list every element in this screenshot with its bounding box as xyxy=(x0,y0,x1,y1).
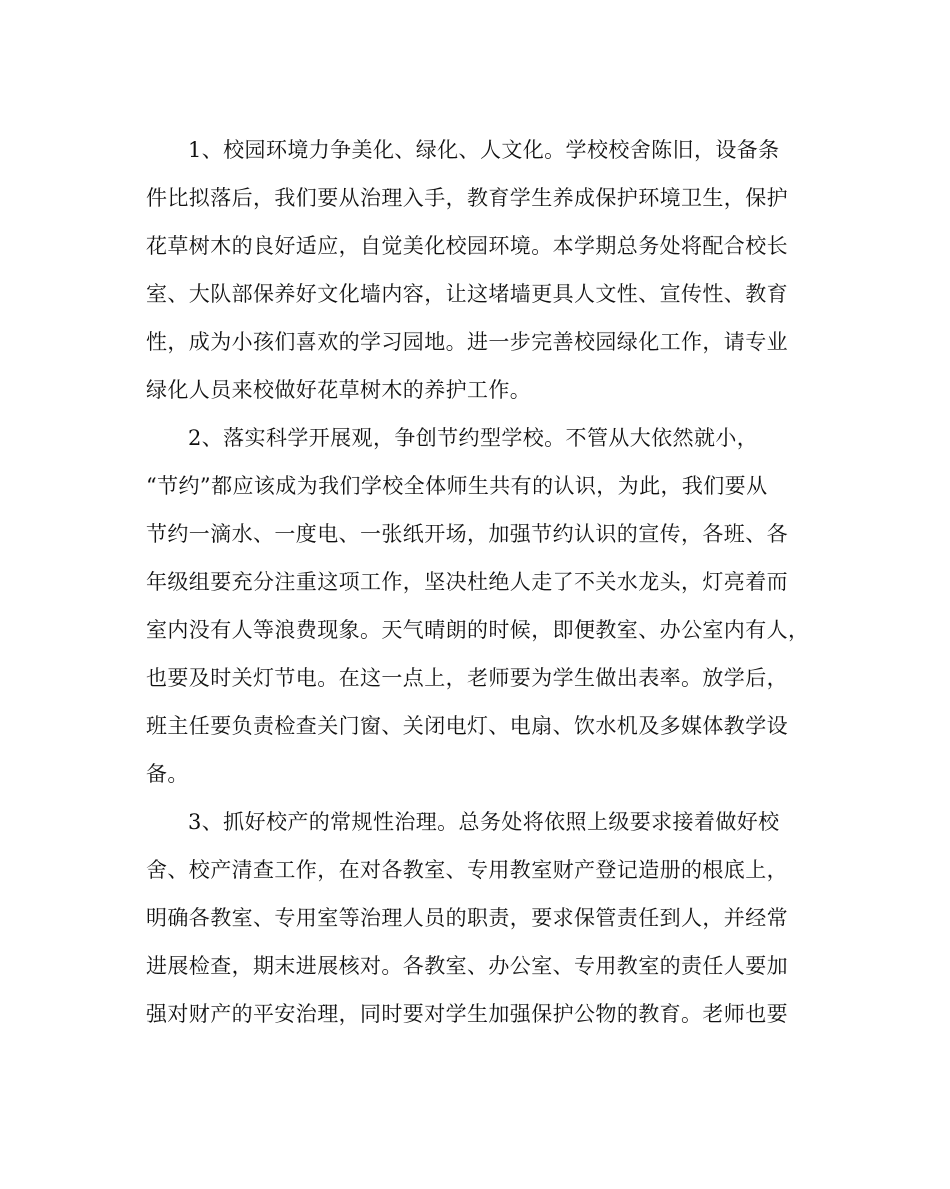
text-line: 性，成为小孩们喜欢的学习园地。进一步完善校园绿化工作，请专业 xyxy=(146,330,788,354)
text-line: 3、抓好校产的常规性治理。总务处将依照上级要求接着做好校 xyxy=(188,810,780,834)
text-line: 进展检查，期末进展核对。各教室、办公室、专用教室的责任人要加 xyxy=(146,954,788,978)
text-line: 舍、校产清查工作，在对各教室、专用教室财产登记造册的根底上， xyxy=(146,858,788,882)
text-line: 室内没有人等浪费现象。天气晴朗的时候，即便教室、办公室内有人， xyxy=(146,618,810,642)
text-line: 备。 xyxy=(146,762,189,786)
text-line: 室、大队部保养好文化墙内容，让这堵墙更具人文性、宣传性、教育 xyxy=(146,282,788,306)
document-body xyxy=(146,126,812,1038)
text-line: 花草树木的良好适应，自觉美化校园环境。本学期总务处将配合校长 xyxy=(146,234,788,258)
text-line: 2、落实科学开展观，争创节约型学校。不管从大依然就小， xyxy=(188,426,759,450)
text-line: 年级组要充分注重这项工作，坚决杜绝人走了不关水龙头，灯亮着而 xyxy=(146,570,788,594)
text-line: 1、校园环境力争美化、绿化、人文化。学校校舍陈旧，设备条 xyxy=(188,138,780,162)
text-line: 强对财产的平安治理，同时要对学生加强保护公物的教育。老师也要 xyxy=(146,1002,788,1026)
text-line: 也要及时关灯节电。在这一点上，老师要为学生做出表率。放学后， xyxy=(146,666,788,690)
text-line: 明确各教室、专用室等治理人员的职责，要求保管责任到人，并经常 xyxy=(146,906,788,930)
text-line: 节约一滴水、一度电、一张纸开场，加强节约认识的宣传，各班、各 xyxy=(146,522,788,546)
text-line: “节约”都应该成为我们学校全体师生共有的认识，为此，我们要从 xyxy=(146,474,768,498)
text-line: 绿化人员来校做好花草树木的养护工作。 xyxy=(146,378,532,402)
text-line: 件比拟落后，我们要从治理入手，教育学生养成保护环境卫生，保护 xyxy=(146,186,788,210)
text-line: 班主任要负责检查关门窗、关闭电灯、电扇、饮水机及多媒体教学设 xyxy=(146,714,788,738)
